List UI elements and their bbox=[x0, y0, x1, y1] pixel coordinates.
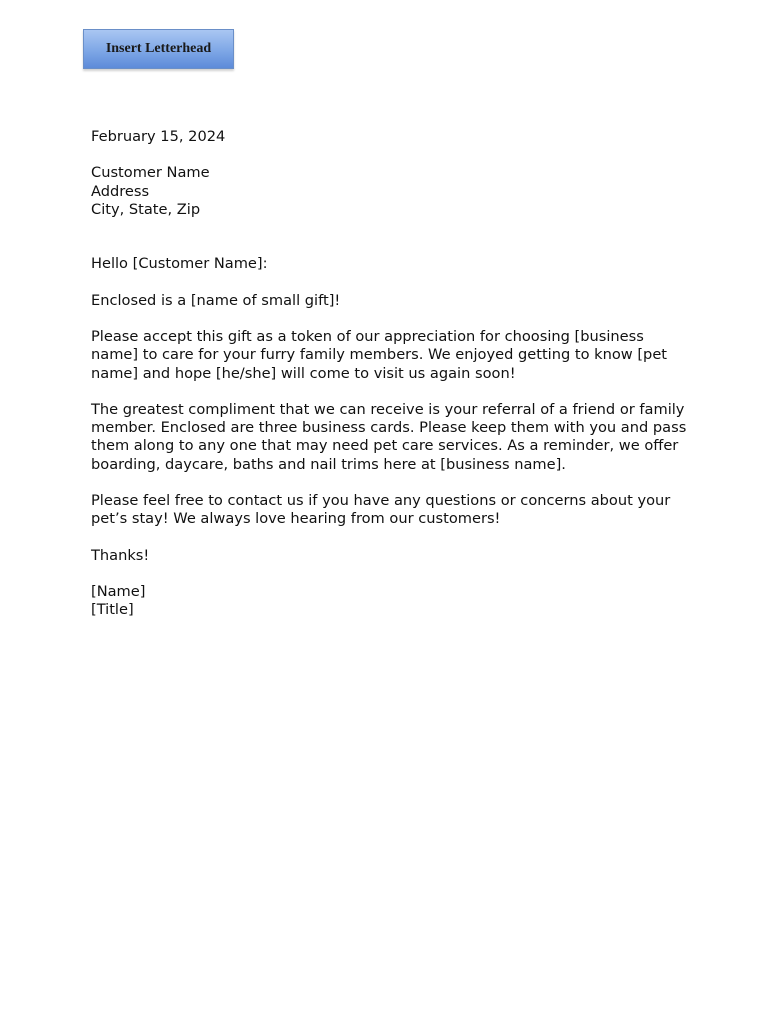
paragraph-appreciation: Please accept this gift as a token of our appreciation for choosing [business name] to care for your furry family members. We enjoyed getting to know [pet name] and hope [he/she] will come to visit us again soon! bbox=[91, 328, 668, 382]
paragraph-contact: Please feel free to contact us if you have any questions or concerns about your pet’s stay! We always love hearing from our customers! bbox=[91, 491, 671, 528]
recipient-block bbox=[91, 164, 691, 219]
insert-letterhead-button[interactable]: Insert Letterhead bbox=[83, 29, 234, 69]
recipient-city-state-zip: City, State, Zip bbox=[91, 200, 201, 218]
signature-block bbox=[91, 583, 691, 619]
closing: Thanks! bbox=[91, 546, 150, 564]
letter-date: February 15, 2024 bbox=[91, 128, 226, 145]
signature-name: [Name] bbox=[91, 582, 146, 600]
greeting: Hello [Customer Name]: bbox=[91, 255, 268, 273]
recipient-address: Address bbox=[91, 182, 150, 200]
recipient-name: Customer Name bbox=[91, 164, 210, 182]
signature-title: [Title] bbox=[91, 601, 134, 619]
paragraph-referral: The greatest compliment that we can receive is your referral of a friend or family member. Enclosed are three business cards. Please keep them with you and pass them along to any one that may need pet care services. As a reminder, we offer boarding, daycare, baths and nail trims here at [business name]. bbox=[91, 400, 687, 473]
letter-body bbox=[91, 128, 691, 638]
paragraph-gift: Enclosed is a [name of small gift]! bbox=[91, 291, 341, 309]
